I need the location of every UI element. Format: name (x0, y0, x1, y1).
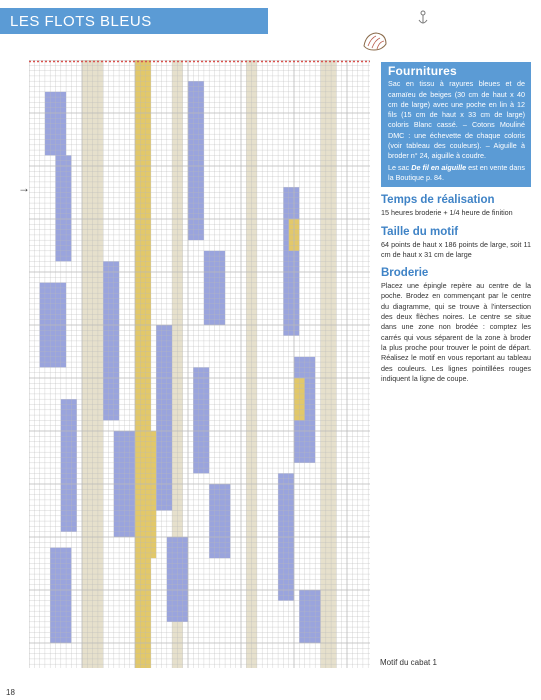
page-number: 18 (6, 688, 15, 697)
taille-title: Taille du motif (381, 225, 459, 238)
shell-icon (362, 30, 388, 52)
fournitures-body: Sac en tissu à rayures bleues et de camaïeu de beiges (30 cm de haut x 40 cm de large) avec une poche en lin à 12 fils (15 cm de haut x 33 cm de large) coloris Blanc cassé. – Cotons Mouliné DMC : une échevette de chaque coloris (voir tableau des couleurs). – Aiguille à broder n° 24, aiguille à coudre. (388, 79, 525, 161)
temps-title: Temps de réalisation (381, 194, 495, 207)
stitch-block (156, 325, 172, 511)
fournitures-panel (381, 62, 531, 187)
stripe-band (321, 60, 337, 668)
temps-body: 15 heures broderie + 1/4 heure de finition (381, 208, 513, 218)
anchor-icon (418, 10, 428, 26)
arrow-right-icon: → (18, 181, 30, 195)
taille-body: 64 points de haut x 186 points de large, soit 11 cm de haut x 31 cm de large (381, 239, 531, 259)
broderie-body: Placez une épingle repère au centre de la poche. Brodez en commençant par le centre du diagramme, qui se trouve à l'intersection des deux flèches noires. Le centre se situe dans une zone non brodée : comptez les carrés qui vous séparent de la zone à broder la plus proche pour trouver le point de départ. Réalisez le motif en vous reportant au tableau des couleurs. Les lignes pointillées rouges indiquent la ligne de coupe. (381, 281, 531, 383)
header-bar (0, 8, 268, 34)
fournitures-title: Fournitures (388, 64, 457, 78)
broderie-section (381, 267, 531, 384)
temps-section (381, 194, 531, 218)
diagram-caption: Motif du cabat 1 (380, 658, 437, 667)
fournitures-note: Le sac De fil en aiguille est en vente dans la Boutique p. 84. (388, 162, 525, 182)
stitch-grid (29, 60, 370, 668)
taille-section (381, 226, 531, 261)
broderie-title: Broderie (381, 267, 429, 280)
cross-stitch-diagram (29, 60, 370, 668)
page-title: LES FLOTS BLEUS (10, 12, 152, 30)
sidebar (381, 62, 531, 384)
shop-name: De fil en aiguille (411, 162, 467, 172)
stitch-block (61, 399, 77, 532)
